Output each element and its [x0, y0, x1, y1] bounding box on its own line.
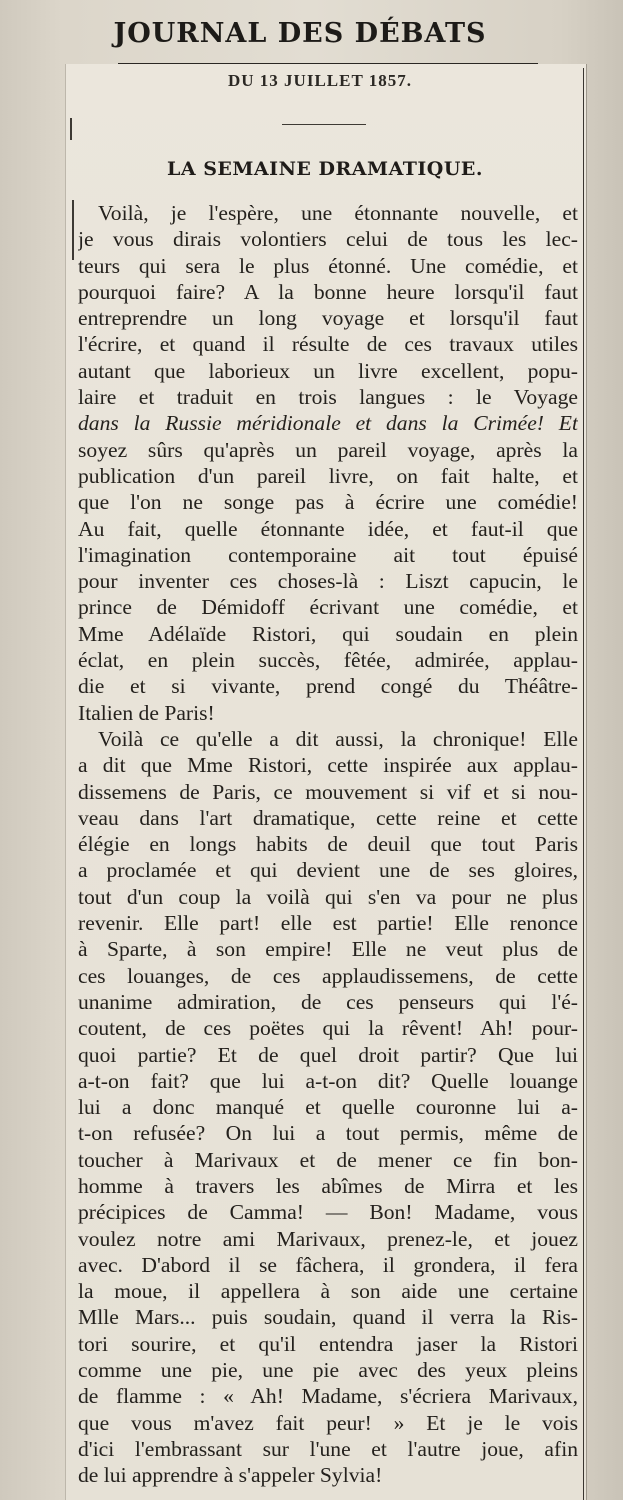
text-line: Voilà, je l'espère, une étonnante nouvelle, et [98, 201, 578, 225]
text-line: prince de Démidoff écrivant une comédie, et [78, 595, 578, 620]
text-line: soyez sûrs qu'après un pareil voyage, après la [78, 437, 578, 462]
text-line: entreprendre un long voyage et lorsqu'il faut [78, 306, 578, 331]
clipping-edge [583, 68, 584, 1500]
text-line: teurs qui sera le plus étonné. Une comédie, et [78, 253, 578, 278]
section-title: LA SEMAINE DRAMATIQUE. [166, 158, 484, 180]
text-line: dissemens de Paris, ce mouvement si vif et si nou- [78, 779, 578, 804]
text-line: voulez notre ami Marivaux, prenez-le, et jouez [78, 1226, 578, 1251]
text-line: homme à travers les abîmes de Mirra et les [78, 1173, 578, 1198]
text-line: unanime admiration, de ces penseurs qui l'é- [78, 989, 578, 1014]
text-line: a proclamée et qui devient une de ses gloires, [78, 858, 578, 883]
text-line: a dit que Mme Ristori, cette inspirée aux applau- [78, 753, 578, 778]
text-line: Mlle Mars... puis soudain, quand il verra la Ris- [78, 1305, 578, 1330]
text-line: de lui apprendre à s'appeler Sylvia! [78, 1463, 383, 1488]
text-line: autant que laborieux un livre excellent, popu- [78, 358, 578, 383]
text-line: quoi partie? Et de quel droit partir? Que lui [78, 1042, 578, 1067]
text-line: publication d'un pareil livre, on fait halte, et [78, 463, 578, 488]
text-line: revenir. Elle part! elle est partie! Elle renonce [78, 911, 578, 936]
text-line: Mme Adélaïde Ristori, qui soudain en plein [78, 621, 578, 646]
text-line: ces louanges, de ces applaudissemens, de cette [78, 963, 578, 988]
text-line: tori sourire, et qu'il entendra jaser la Ristori [78, 1331, 578, 1356]
text-line: laire et traduit en trois langues : le Voyage [78, 385, 578, 410]
text-line: Au fait, quelle étonnante idée, et faut-il que [78, 516, 578, 541]
text-line: coutent, de ces poëtes qui la rêvent! Ah! pour- [78, 1016, 578, 1041]
text-line: que l'on ne songe pas à écrire une comédie! [78, 490, 578, 515]
text-line: la moue, il appellera à son aide une certaine [78, 1279, 578, 1304]
text-line: veau dans l'art dramatique, cette reine et cette [78, 805, 578, 830]
text-line: de flamme : « Ah! Madame, s'écriera Marivaux, [78, 1384, 578, 1409]
masthead: JOURNAL DES DÉBATS [113, 18, 487, 49]
dateline: DU 13 JUILLET 1857. [228, 71, 412, 90]
column-mark [72, 200, 74, 260]
text-line: pour inventer ces choses-là : Liszt capucin, le [78, 569, 578, 594]
article-body [78, 200, 578, 1489]
text-line: dans la Russie méridionale et dans la Crimée! Et [78, 411, 578, 436]
text-line: Italien de Paris! [78, 700, 215, 725]
text-line: avec. D'abord il se fâchera, il grondera, il fera [78, 1252, 578, 1277]
text-line: comme une pie, une pie avec des yeux pleins [78, 1358, 578, 1383]
text-line: l'imagination contemporaine ait tout épuisé [78, 542, 578, 567]
text-line: que vous m'avez fait peur! » Et je le vois [78, 1410, 578, 1435]
text-line: toucher à Marivaux et de mener ce fin bon- [78, 1147, 578, 1172]
text-line: die et si vivante, prend congé du Théâtre- [78, 674, 578, 699]
text-line: d'ici l'embrassant sur l'une et l'autre joue, afin [78, 1436, 578, 1461]
text-line: Voilà ce qu'elle a dit aussi, la chronique! Elle [98, 726, 578, 751]
text-line: a-t-on fait? que lui a-t-on dit? Quelle louange [78, 1068, 578, 1093]
text-line: pourquoi faire? A la bonne heure lorsqu'il faut [78, 279, 578, 304]
text-line: je vous dirais volontiers celui de tous les lec- [78, 227, 578, 252]
text-line: l'écrire, et quand il résulte de ces travaux utiles [78, 332, 578, 357]
text-line: tout d'un coup la voilà qui s'en va pour ne plus [78, 884, 578, 909]
text-line: lui a donc manqué et quelle couronne lui a- [78, 1095, 578, 1120]
text-line: éclat, en plein succès, fêtée, admirée, applau- [78, 648, 578, 673]
column-mark [70, 118, 72, 140]
text-line: élégie en longs habits de deuil que tout Paris [78, 832, 578, 857]
text-line: à Sparte, à son empire! Elle ne veut plus de [78, 937, 578, 962]
separator-rule [282, 124, 366, 125]
text-line: précipices de Camma! — Bon! Madame, vous [78, 1200, 578, 1225]
text-line: t-on refusée? On lui a tout permis, même de [78, 1121, 578, 1146]
